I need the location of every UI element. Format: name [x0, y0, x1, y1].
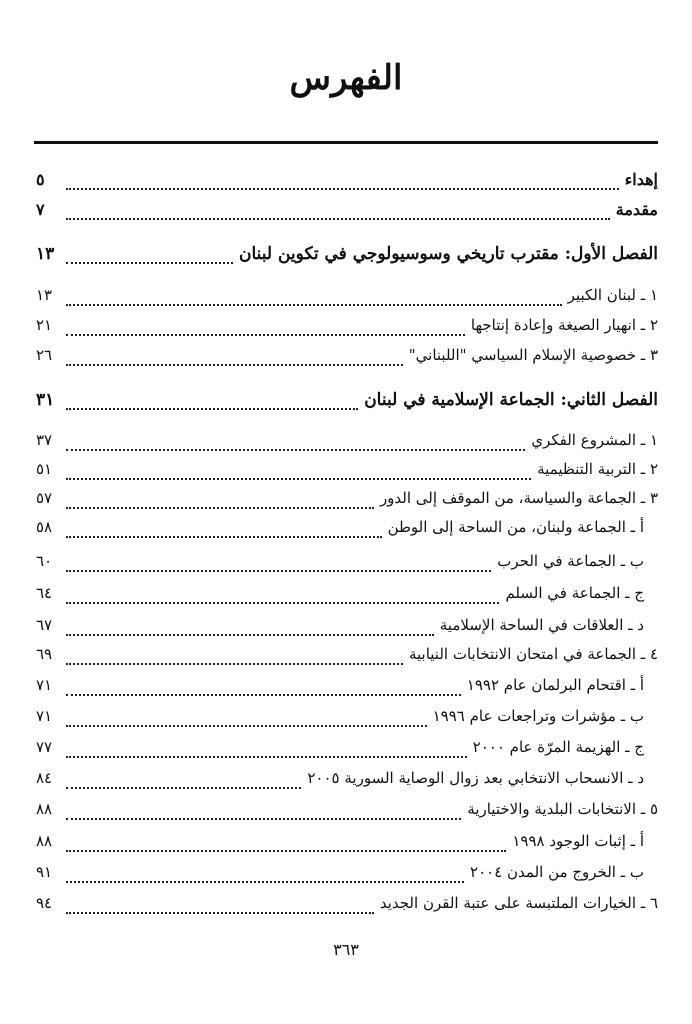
toc-entry — [36, 431, 658, 459]
entry-title: د ـ العلاقات في الساحة الإسلامية — [439, 616, 644, 634]
dot-leader — [66, 881, 464, 883]
entry-page: ٧٧ — [36, 738, 53, 756]
entry-page: ٦٩ — [36, 645, 53, 663]
toc-entry — [36, 489, 658, 517]
toc-entry-introduction — [36, 200, 658, 228]
entry-title: ٣ ـ خصوصية الإسلام السياسي "اللبناني" — [408, 346, 658, 364]
entry-title: ١ ـ لبنان الكبير — [567, 286, 658, 304]
dot-leader — [66, 725, 427, 727]
dot-leader — [66, 408, 358, 410]
entry-page: ٨٨ — [36, 832, 53, 850]
dot-leader — [66, 304, 562, 306]
entry-page: ٩٤ — [36, 894, 53, 912]
dot-leader — [66, 536, 382, 538]
page-number: ٣٦٣ — [333, 940, 359, 959]
entry-title: ٢ ـ انهيار الصيغة وإعادة إنتاجها — [470, 316, 658, 334]
entry-page: ٨٤ — [36, 769, 53, 787]
entry-page: ٥ — [36, 170, 45, 189]
dot-leader — [66, 449, 525, 451]
dot-leader — [66, 602, 499, 604]
dot-leader — [66, 912, 374, 914]
toc-entry-chapter-2 — [36, 390, 658, 418]
toc-entry — [36, 346, 658, 374]
toc-entry — [36, 769, 658, 797]
entry-title: ٢ ـ التربية التنظيمية — [537, 460, 658, 478]
entry-page: ٧١ — [36, 707, 53, 725]
entry-page: ٣١ — [36, 390, 55, 410]
entry-title: ٥ ـ الانتخابات البلدية والاختيارية — [467, 800, 658, 818]
toc-entry — [36, 894, 658, 922]
toc-entry — [36, 645, 658, 673]
entry-page: ٧١ — [36, 676, 53, 694]
page-title: الفهرس — [289, 58, 403, 98]
entry-page: ٢٦ — [36, 346, 53, 364]
dot-leader — [66, 850, 506, 852]
entry-title: إهداء — [624, 170, 658, 189]
toc-entry — [36, 460, 658, 488]
dot-leader — [66, 188, 619, 190]
dot-leader — [66, 663, 403, 665]
entry-page: ٦٤ — [36, 584, 53, 602]
dot-leader — [66, 756, 467, 758]
toc-entry-dedication — [36, 170, 658, 198]
entry-page: ٩١ — [36, 863, 53, 881]
entry-page: ٥١ — [36, 460, 53, 478]
toc-entry — [36, 518, 658, 546]
entry-title: مقدمة — [615, 200, 658, 219]
toc-entry — [36, 800, 658, 828]
toc-entry — [36, 832, 658, 860]
entry-title: د ـ الانسحاب الانتخابي بعد زوال الوصاية السورية ٢٠٠٥ — [307, 769, 644, 787]
entry-title: ج ـ الجماعة في السلم — [505, 584, 644, 602]
toc-entry-chapter-1 — [36, 244, 658, 272]
entry-title: ب ـ الخروج من المدن ٢٠٠٤ — [470, 863, 644, 881]
toc-entry — [36, 616, 658, 644]
entry-page: ٣٧ — [36, 431, 53, 449]
toc-entry — [36, 286, 658, 314]
entry-title: أ ـ الجماعة ولبنان، من الساحة إلى الوطن — [387, 518, 644, 536]
entry-title: ب ـ مؤشرات وتراجعات عام ١٩٩٦ — [432, 707, 644, 725]
entry-page: ٥٨ — [36, 518, 53, 536]
entry-title: ٣ ـ الجماعة والسياسة، من الموقف إلى الدور — [379, 489, 658, 507]
entry-title: ٤ ـ الجماعة في امتحان الانتخابات النيابية — [408, 645, 658, 663]
dot-leader — [66, 364, 403, 366]
entry-page: ٦٧ — [36, 616, 53, 634]
toc-entry — [36, 316, 658, 344]
entry-title: ١ ـ المشروع الفكري — [531, 431, 658, 449]
dot-leader — [66, 507, 374, 509]
entry-title: ٦ ـ الخيارات الملتبسة على عتبة القرن الجديد — [379, 894, 658, 912]
toc-entry — [36, 707, 658, 735]
entry-title: ب ـ الجماعة في الحرب — [497, 552, 644, 570]
dot-leader — [66, 218, 610, 220]
toc-entry — [36, 584, 658, 612]
toc-entry — [36, 738, 658, 766]
dot-leader — [66, 478, 531, 480]
table-of-contents — [36, 0, 658, 1024]
entry-title: ج ـ الهزيمة المرّة عام ٢٠٠٠ — [472, 738, 644, 756]
entry-page: ٦٠ — [36, 552, 53, 570]
entry-page: ٢١ — [36, 316, 53, 334]
dot-leader — [66, 262, 233, 264]
entry-title: الفصل الأول: مقترب تاريخي وسوسيولوجي في تكوين لبنان — [238, 244, 658, 264]
dot-leader — [66, 334, 465, 336]
entry-page: ٨٨ — [36, 800, 53, 818]
toc-entry — [36, 676, 658, 704]
entry-page: ٥٧ — [36, 489, 53, 507]
toc-entry — [36, 552, 658, 580]
dot-leader — [66, 787, 301, 789]
dot-leader — [66, 818, 461, 820]
entry-title: الفصل الثاني: الجماعة الإسلامية في لبنان — [364, 390, 658, 410]
dot-leader — [66, 634, 434, 636]
entry-page: ٧ — [36, 200, 45, 219]
dot-leader — [66, 694, 461, 696]
entry-title: أ ـ إثبات الوجود ١٩٩٨ — [512, 832, 644, 850]
entry-page: ١٣ — [36, 244, 55, 264]
toc-entry — [36, 863, 658, 891]
entry-page: ١٣ — [36, 286, 53, 304]
entry-title: أ ـ اقتحام البرلمان عام ١٩٩٢ — [466, 676, 644, 694]
dot-leader — [66, 570, 491, 572]
